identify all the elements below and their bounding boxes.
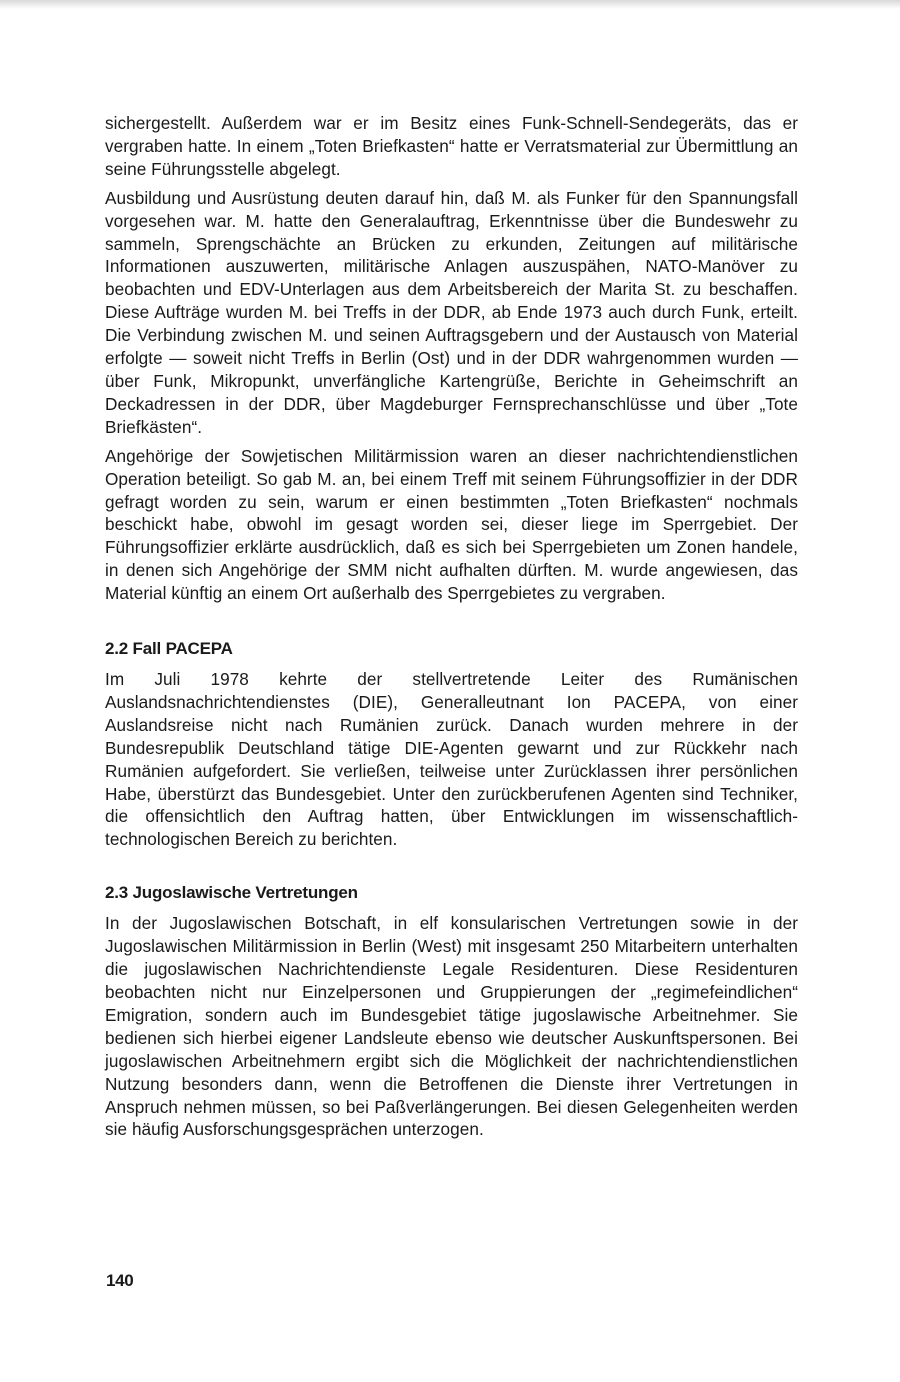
paragraph-pacepa: Im Juli 1978 kehrte der stellvertretende Leiter des Rumänischen Auslandsnachrichtendienstes (DIE), Generalleutnant Ion PACEPA, von einer Auslandsreise nicht nach Rumänien zurück. Danach wurden mehrere in der Bundesrepublik Deutschland tätige DIE-Agenten gewarnt und zur Rückkehr nach Rumänien aufgefordert. Sie verließen, teilweise unter Zurücklassen ihrer persönlichen Habe, überstürzt das Bundesgebiet. Unter den zurückberufenen Agenten sind Techniker, die offensichtlich den Auftrag hatten, über Entwicklungen im wissenschaftlich-technologischen Bereich zu berichten. [105, 669, 798, 850]
paragraph-continuation: sichergestellt. Außerdem war er im Besitz eines Funk-Schnell-Sendegeräts, das er vergraben hatte. In einem „Toten Briefkasten“ hatte er Verratsmaterial zur Übermittlung an seine Führungsstelle abgelegt. [105, 113, 798, 179]
paragraph-generalauftrag: Ausbildung und Ausrüstung deuten darauf hin, daß M. als Funker für den Spannungsfall vorgesehen war. M. hatte den Generalauftrag, Erkenntnisse über die Bundeswehr zu sammeln, Sprengschächte an Brücken zu erkunden, Zeitungen auf militärische Informationen auszuwerten, militärische Anlagen auszuspähen, NATO-Manöver zu beobachten und EDV-Unterlagen aus dem Arbeitsbereich der Marita St. zu beschaffen. Diese Aufträge wurden M. bei Treffs in der DDR, ab Ende 1973 auch durch Funk, erteilt. Die Verbindung zwischen M. und seinen Auftragsgebern und der Austausch von Material erfolgte — soweit nicht Treffs in Berlin (Ost) und in der DDR wahrgenommen wurden — über Funk, Mikropunkt, unverfängliche Kartengrüße, Berichte in Geheimschrift an Deckadressen in der DDR, über Magdeburger Fernsprechanschlüsse und über „Tote Briefkästen“. [105, 187, 798, 437]
scan-top-edge [0, 0, 900, 9]
page-number: 140 [106, 1271, 134, 1290]
paragraph-jugoslawische-vertretungen: In der Jugoslawischen Botschaft, in elf konsularischen Vertretungen sowie in der Jugoslawischen Militärmission in Berlin (West) mit insgesamt 250 Mitarbeitern unterhalten die jugoslawischen Nachrichtendienste Legale Residenturen. Diese Residenturen beobachten nicht nur Einzelpersonen und Gruppierungen der „regimefeindlichen“ Emigration, sondern auch im Bundesgebiet tätige jugoslawische Arbeitnehmer. Sie bedienen sich hierbei eigener Landsleute ebenso wie deutscher Auskunftspersonen. Bei jugoslawischen Arbeitnehmern ergibt sich die Möglichkeit der nachrichtendienstlichen Nutzung besonders dann, wenn die Betroffenen die Dienste ihrer Vertretungen in Anspruch nehmen müssen, so bei Paßverlängerungen. Bei diesen Gelegenheiten werden sie häufig Ausforschungsgesprächen unterzogen. [105, 913, 798, 1140]
section-heading-pacepa: 2.2 Fall PACEPA [105, 639, 233, 659]
paragraph-militaermission: Angehörige der Sowjetischen Militärmission waren an dieser nachrichtendienstlichen Operation beteiligt. So gab M. an, bei einem Treff mit seinem Führungsoffizier in der DDR gefragt worden zu sein, warum er einen bestimmten „Toten Briefkasten“ nochmals beschickt habe, obwohl im gesagt worden sei, dieser liege im Sperrgebiet. Der Führungsoffizier erklärte ausdrücklich, daß es sich bei Sperrgebieten um Zonen handele, in denen sich Angehörige der SMM nicht aufhalten dürften. M. wurde angewiesen, das Material künftig an einem Ort außerhalb des Sperrgebietes zu vergraben. [105, 445, 798, 604]
page-body [105, 112, 798, 1147]
section-heading-jugoslawische-vertretungen: 2.3 Jugoslawische Vertretungen [105, 883, 358, 903]
